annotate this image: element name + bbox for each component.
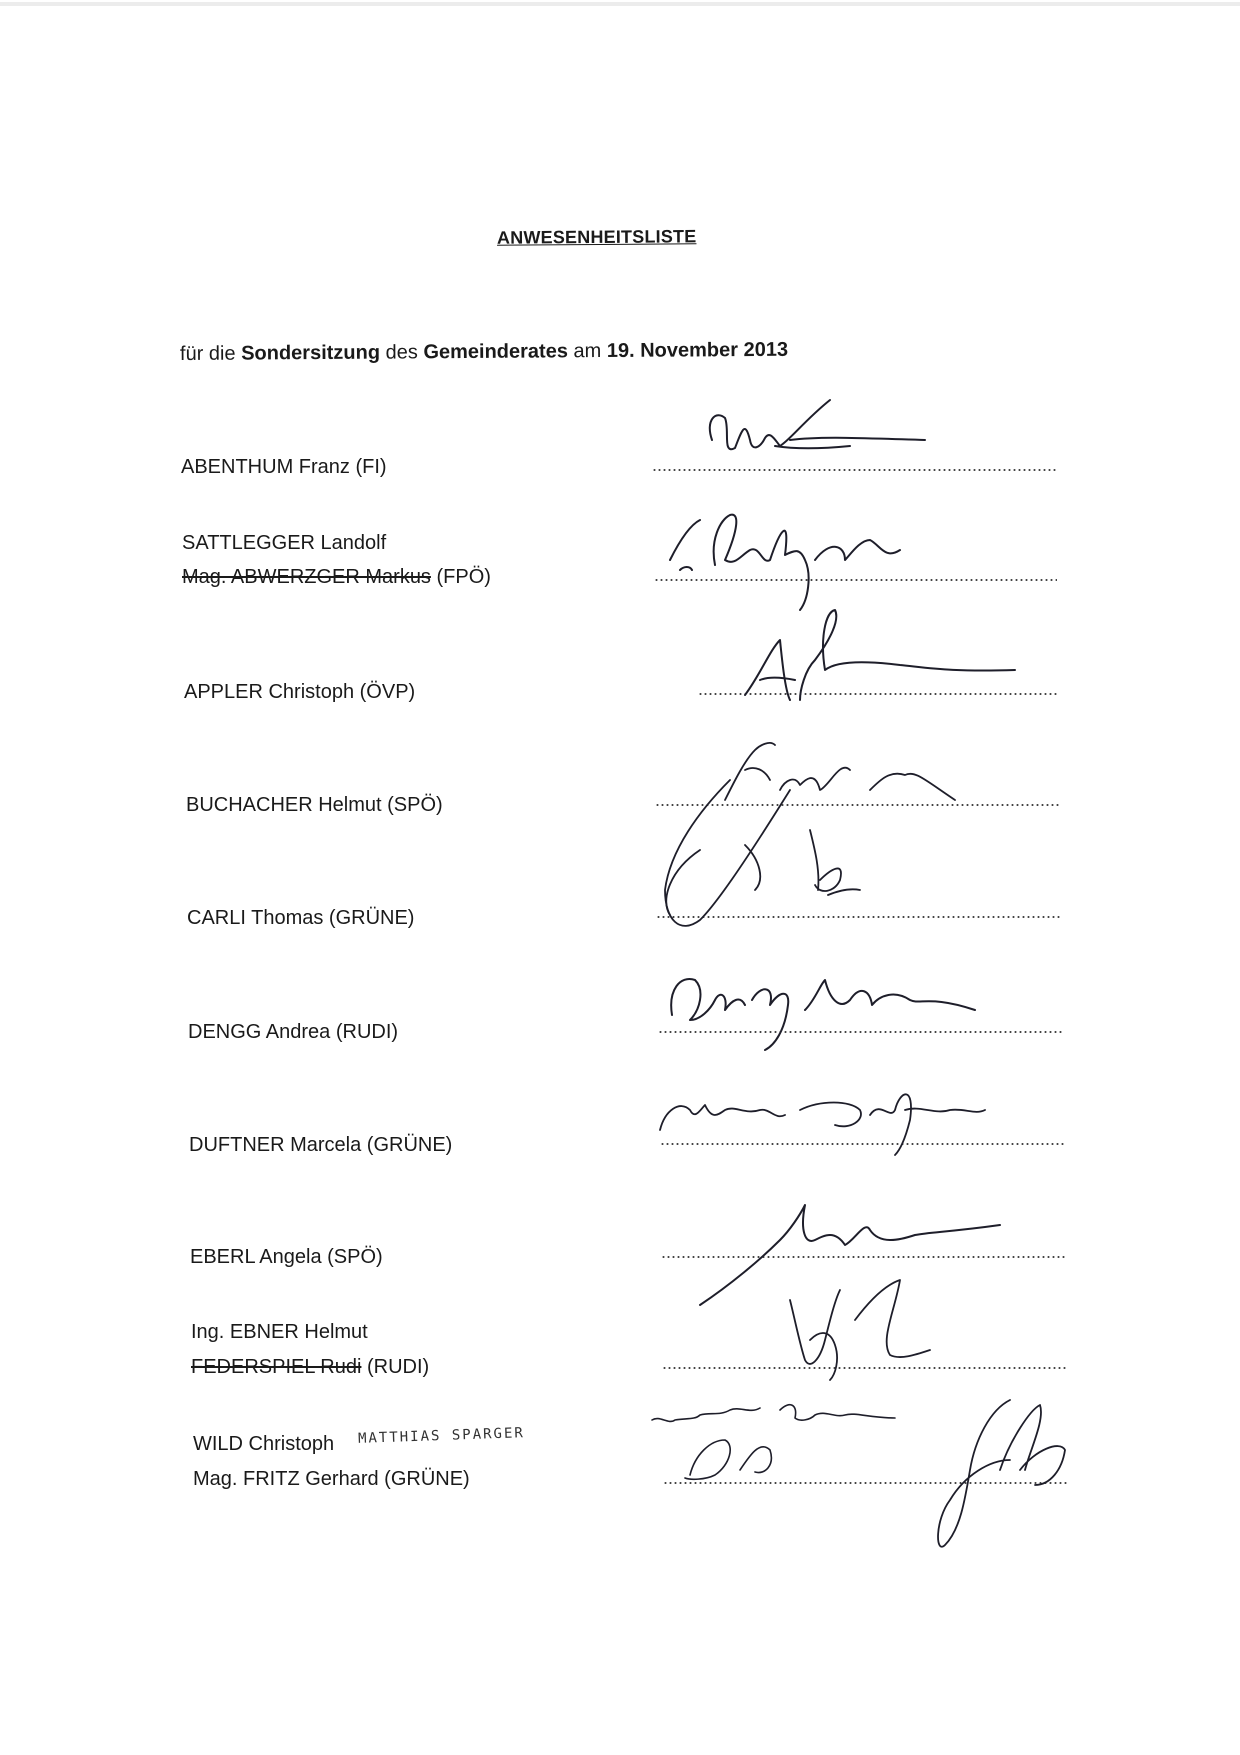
intro-line: für die Sondersitzung des Gemeinderates am 19. November 2013 <box>179 338 789 365</box>
attendee-name: BUCHACHER Helmut (SPÖ) <box>186 794 443 816</box>
signature-carli <box>666 830 860 915</box>
signature-sattlegger <box>670 515 900 610</box>
signature-line <box>660 1143 1064 1145</box>
attendee-name: SATTLEGGER Landolf <box>182 532 387 554</box>
attendee-name: DENGG Andrea (RUDI) <box>188 1021 399 1043</box>
signature-sparl <box>652 1405 895 1480</box>
signature-eberl <box>700 1205 1000 1305</box>
handwritten-substitute-name: MATTHIAS SPARGER <box>357 1425 526 1447</box>
attendee-name: ABENTHUM Franz (FI) <box>181 456 387 478</box>
signature-appler <box>745 610 1015 700</box>
signature-line <box>661 1256 1065 1258</box>
attendee-name-line2: Mag. FRITZ Gerhard (GRÜNE) <box>193 1468 470 1490</box>
signature-fritz <box>938 1400 1065 1547</box>
attendee-name-line2: Mag. ABWERZGER Markus (FPÖ) <box>182 566 491 588</box>
attendee-name: DUFTNER Marcela (GRÜNE) <box>189 1134 453 1156</box>
signature-ebner <box>790 1280 930 1380</box>
signature-line <box>655 804 1060 806</box>
signature-line <box>656 916 1062 918</box>
attendee-name: Ing. EBNER Helmut <box>191 1321 368 1343</box>
attendee-name: EBERL Angela (SPÖ) <box>190 1246 383 1268</box>
document-title: ANWESENHEITSLISTE <box>496 226 697 248</box>
signature-abenthum <box>710 400 925 449</box>
struck-name: Mag. ABWERZGER Markus <box>182 566 431 588</box>
attendee-name-line2: FEDERSPIEL Rudi (RUDI) <box>191 1356 430 1378</box>
signature-dengg <box>671 979 975 1050</box>
attendee-name: APPLER Christoph (ÖVP) <box>184 681 416 703</box>
signature-duftner <box>660 1094 985 1155</box>
signature-line <box>698 693 1059 695</box>
attendee-name: WILD Christoph <box>193 1433 335 1455</box>
attendee-name: CARLI Thomas (GRÜNE) <box>187 907 415 929</box>
signature-line <box>658 1031 1063 1033</box>
scan-edge <box>0 2 1240 6</box>
signature-line <box>654 579 1057 581</box>
struck-name: FEDERSPIEL Rudi <box>191 1356 362 1378</box>
signature-buchacher <box>665 743 955 926</box>
signature-line <box>652 469 1056 471</box>
signature-line <box>662 1367 1066 1369</box>
signature-line <box>663 1482 1067 1484</box>
